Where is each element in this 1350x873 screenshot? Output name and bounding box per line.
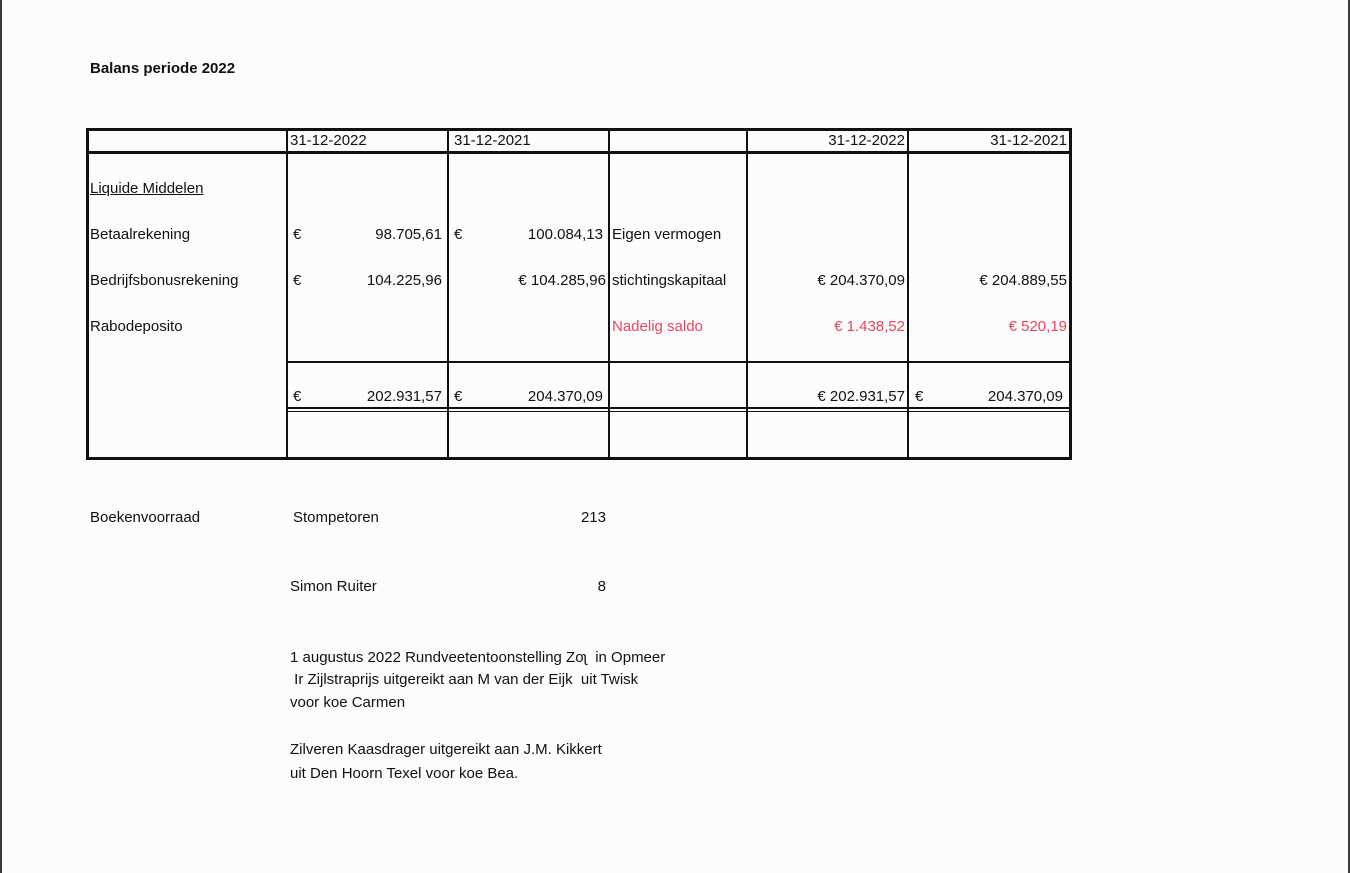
header-divider [86, 151, 1072, 154]
row-label-bedrijfsbonusrekening: Bedrijfsbonusrekening [90, 272, 239, 289]
row2-cur-currency: € [293, 272, 302, 289]
row2-liab-prev: € 204.889,55 [979, 272, 1067, 289]
col-divider-5 [907, 128, 909, 460]
total-liab-prev-currency: € [915, 388, 924, 405]
page-edge-left [0, 0, 2, 873]
col-divider-1 [286, 128, 288, 460]
note-2-line-1: Zilveren Kaasdrager uitgereikt aan J.M. Kikkert [290, 741, 602, 758]
row3-liab-cur: € 1.438,52 [834, 318, 905, 335]
note-1-line-3: voor koe Carmen [290, 694, 406, 711]
total-prev-value: 204.370,09 [527, 388, 603, 405]
row2-liab-cur: € 204.370,09 [817, 272, 905, 289]
section-label-liquide-middelen: Liquide Middelen [90, 180, 204, 197]
row1-prev-value: 100.084,13 [527, 226, 603, 243]
row2-cur-value: 104.225,96 [366, 272, 442, 289]
header-assets-2021: 31-12-2021 [454, 132, 531, 149]
row2-prev-value: € 104.285,96 [518, 272, 606, 289]
row-label-betaalrekening: Betaalrekening [90, 226, 191, 243]
note-1-line-1: 1 augustus 2022 Rundveetentoonstelling Zoʅ in Opmeer [290, 649, 666, 666]
note-1-line-2: Ir Zijlstraprijs uitgereikt aan M van der Eijk uit Twisk [290, 671, 639, 688]
row1-cur-value: 98.705,61 [375, 226, 442, 243]
header-assets-2022: 31-12-2022 [290, 132, 367, 149]
row3-liab-prev: € 520,19 [1008, 318, 1067, 335]
subtotal-divider [286, 361, 1072, 363]
balance-table [86, 128, 1072, 460]
row1-liab-label: Eigen vermogen [612, 226, 722, 243]
row1-cur-currency: € [293, 226, 302, 243]
total-double-line-2 [286, 411, 1072, 412]
row3-liab-label: Nadelig saldo [612, 318, 703, 335]
stock-item-name: Stompetoren [293, 509, 379, 526]
document-title: Balans periode 2022 [90, 60, 236, 77]
row2-liab-label: stichtingskapitaal [612, 272, 727, 289]
col-divider-4 [746, 128, 748, 460]
total-liab-cur: € 202.931,57 [817, 388, 905, 405]
stock-item-count: 213 [580, 509, 606, 526]
header-liabilities-2022: 31-12-2022 [828, 132, 905, 149]
total-prev-currency: € [454, 388, 463, 405]
total-liab-prev-value: 204.370,09 [987, 388, 1063, 405]
total-double-line-1 [286, 407, 1072, 409]
col-divider-2 [447, 128, 449, 460]
note-2-line-2: uit Den Hoorn Texel voor koe Bea. [290, 765, 519, 782]
row1-prev-currency: € [454, 226, 463, 243]
col-divider-3 [608, 128, 610, 460]
header-liabilities-2021: 31-12-2021 [990, 132, 1067, 149]
row-label-rabodeposito: Rabodeposito [90, 318, 183, 335]
total-cur-value: 202.931,57 [366, 388, 442, 405]
stock-label: Boekenvoorraad [90, 509, 201, 526]
stock-item-count: 8 [597, 578, 606, 595]
total-cur-currency: € [293, 388, 302, 405]
stock-item-name: Simon Ruiter [290, 578, 377, 595]
